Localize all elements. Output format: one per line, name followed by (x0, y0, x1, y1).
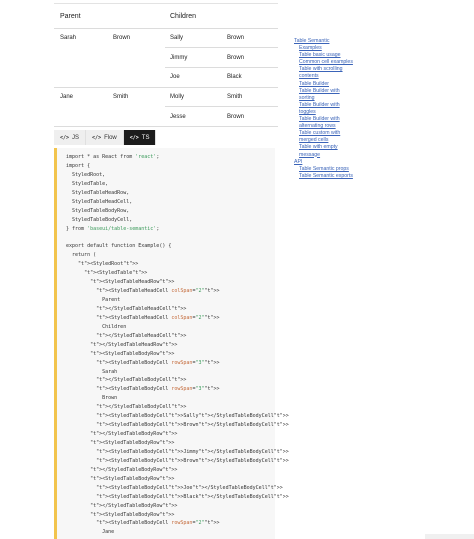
code-line: StyledTable, (66, 180, 109, 187)
code-line: "t"><StyledTableBodyCell (96, 457, 169, 464)
tab-js[interactable] (54, 130, 86, 145)
toc-link[interactable]: toggles (299, 108, 316, 115)
code-line: "t"></StyledTableBodyRow (90, 466, 163, 473)
child-last-name: Smith (227, 94, 243, 100)
code-line: "t"><StyledTableHeadRow (90, 279, 160, 286)
code-line: "t"></StyledTableBodyCell (96, 404, 172, 411)
tab-label: JS (72, 134, 80, 141)
table-bottom-border (54, 126, 278, 127)
code-line: StyledTableHeadRow, (66, 189, 130, 196)
code-line: "t"></StyledTableHeadRow (90, 341, 163, 348)
toc-link[interactable]: Table with empty (299, 144, 338, 151)
code-icon: </> (60, 134, 70, 141)
toc-link[interactable]: Table with scrolling (299, 66, 343, 73)
toc-link[interactable]: merged cells (299, 137, 329, 144)
toc-link[interactable]: Table Builder with (299, 87, 340, 94)
code-line: "t"><StyledTableBodyCell (96, 359, 169, 366)
toc-link[interactable]: Table basic usage (299, 52, 341, 59)
tab-label: Flow (104, 134, 117, 141)
code-line: "t"><StyledTableHeadCell (96, 288, 169, 295)
row-divider (165, 106, 278, 107)
code-line: import { (66, 162, 91, 169)
toc-link[interactable]: Table Semantic props (299, 165, 349, 172)
parent-last-name: Smith (113, 94, 129, 100)
toc-link[interactable]: Table Semantic (294, 38, 330, 44)
header-parent: Parent (60, 13, 81, 20)
header-divider (54, 28, 278, 29)
toc-link[interactable]: sorting (299, 94, 315, 101)
code-line: "t"><StyledTableBodyCell (96, 520, 169, 527)
code-line: "t"><StyledTableBodyRow (90, 350, 160, 357)
child-last-name: Brown (227, 114, 245, 120)
code-text: import * as React from 'react'; import { StyledRoot, StyledTable, StyledTableHeadRow, StyledTableHeadCell, StyledTableBodyRow, StyledTableBodyCell, } from 'baseui/table-semantic'; export default function Example() { return ( "t"><StyledRoot"t">> "t"><StyledTable"t">> "t"><StyledTableHeadRow"t">> "t"><StyledTableHeadCell colSpan="2""t">> Parent "t"></StyledTableHeadCell"t">> "t"><StyledTableHeadCell colSpan="2""t">> Children "t"></StyledTableHeadCell"t">> "t"></StyledTableHeadRow"t">> "t"><StyledTableBodyRow"t">> "t"><StyledTableBodyCell rowSpan="3""t">> Sarah "t"></StyledTableBodyCell"t">> "t"><StyledTableBodyCell rowSpan="3""t">> Brown "t"></StyledTableBodyCell"t">> "t"><StyledTableBodyCell"t">>Sally"t"></StyledTableBodyCell"t">> "t"><StyledTableBodyCell"t">>Brown"t"></StyledTableBodyCell"t">> "t"></StyledTableBodyRow"t">> "t"><StyledTableBodyRow"t">> "t"><StyledTableBodyCell"t">>Jimmy"t"></StyledTableBodyCell"t">> "t"><StyledTableBodyCell"t">>Brown"t"></StyledTableBodyCell"t">> "t"></StyledTableBodyRow"t">> "t"><StyledTableBodyRow"t">> "t"><StyledTableBodyCell"t">>Joe"t"></StyledTableBodyCell"t">> "t"><StyledTableBodyCell"t">>Black"t"></StyledTableBodyCell"t">> "t"></StyledTableBodyRow"t">> "t"><StyledTableBodyRow"t">> "t"><StyledTableBodyCell rowSpan="2""t">> Jane (66, 154, 289, 536)
code-line: "t"><StyledTableBodyCell (96, 448, 169, 455)
code-line: "t"></StyledTableBodyRow (90, 502, 163, 509)
table-top-border (54, 3, 278, 4)
code-line: export default function Example() { (66, 243, 172, 250)
row-divider (165, 67, 278, 68)
code-line: return ( (66, 252, 97, 259)
toc-link[interactable]: Examples (299, 45, 322, 52)
code-line: "t"><StyledTableBodyCell (96, 413, 169, 420)
child-first-name: Sally (170, 35, 184, 41)
code-line: StyledTableHeadCell, (66, 198, 133, 205)
tab-ts[interactable] (124, 130, 157, 145)
code-line: Children (66, 323, 127, 330)
code-line: "t"><StyledTableBodyRow (90, 475, 160, 482)
code-language-tabs (54, 130, 156, 145)
child-last-name: Brown (227, 55, 245, 61)
code-line: "t"><StyledRoot (78, 261, 124, 268)
toc-link[interactable]: Table Builder with (299, 116, 340, 123)
child-first-name: Jesse (170, 114, 186, 120)
code-block[interactable] (54, 148, 289, 539)
code-line: } from 'baseui/table-semantic'; (66, 225, 160, 232)
tab-flow[interactable] (86, 130, 124, 145)
child-first-name: Molly (170, 94, 185, 100)
toc-link[interactable]: alternating rows (299, 123, 336, 130)
code-line: StyledTableBodyCell, (66, 216, 133, 223)
row-divider (165, 47, 278, 48)
toc-link[interactable]: Table Semantic exports (299, 172, 353, 179)
code-line: "t"><StyledTableHeadCell (96, 314, 169, 321)
header-children: Children (170, 13, 197, 20)
toc-link[interactable]: Table custom with (299, 130, 341, 137)
code-line: "t"><StyledTableBodyRow (90, 511, 160, 518)
code-line: "t"><StyledTableBodyCell (96, 386, 169, 393)
code-line: Sarah (66, 368, 118, 375)
code-line: "t"><StyledTableBodyCell (96, 484, 169, 491)
child-first-name: Jimmy (170, 55, 188, 61)
parent-first-name: Sarah (60, 35, 77, 41)
code-line: "t"><StyledTableBodyCell (96, 493, 169, 500)
code-line: "t"><StyledTableBodyCell (96, 422, 169, 429)
child-last-name: Black (227, 74, 242, 80)
parent-first-name: Jane (60, 94, 74, 100)
child-last-name: Brown (227, 35, 245, 41)
code-line: "t"><StyledTableBodyRow (90, 440, 160, 446)
table-of-contents (293, 38, 373, 180)
code-line: Jane (66, 529, 115, 536)
toc-link[interactable]: Common cell examples (299, 59, 353, 66)
toc-link[interactable]: API (294, 158, 303, 165)
code-line: Brown (66, 395, 118, 402)
code-line: "t"></StyledTableBodyRow (90, 431, 163, 438)
code-line: "t"></StyledTableHeadCell (96, 305, 172, 312)
parent-last-name: Brown (113, 35, 131, 41)
child-first-name: Joe (170, 74, 180, 80)
code-icon: </> (129, 134, 139, 141)
code-line: "t"></StyledTableHeadCell (96, 332, 172, 339)
bottom-scroll-handle[interactable] (425, 534, 474, 539)
code-line: import * as React from 'react'; (66, 154, 160, 160)
code-line: StyledRoot, (66, 171, 106, 178)
code-line: StyledTableBodyRow, (66, 207, 130, 214)
toc-link[interactable]: message (299, 151, 321, 158)
code-line: "t"><StyledTable (84, 270, 133, 277)
toc-link[interactable]: Table Builder with (299, 101, 340, 108)
tab-label: TS (141, 134, 150, 141)
toc-link[interactable]: Table Builder (299, 80, 329, 87)
code-line: "t"></StyledTableBodyCell (96, 377, 172, 384)
toc-link[interactable]: contents (299, 73, 319, 80)
code-line: Parent (66, 297, 121, 303)
code-icon: </> (92, 134, 102, 141)
group-divider (54, 87, 278, 88)
